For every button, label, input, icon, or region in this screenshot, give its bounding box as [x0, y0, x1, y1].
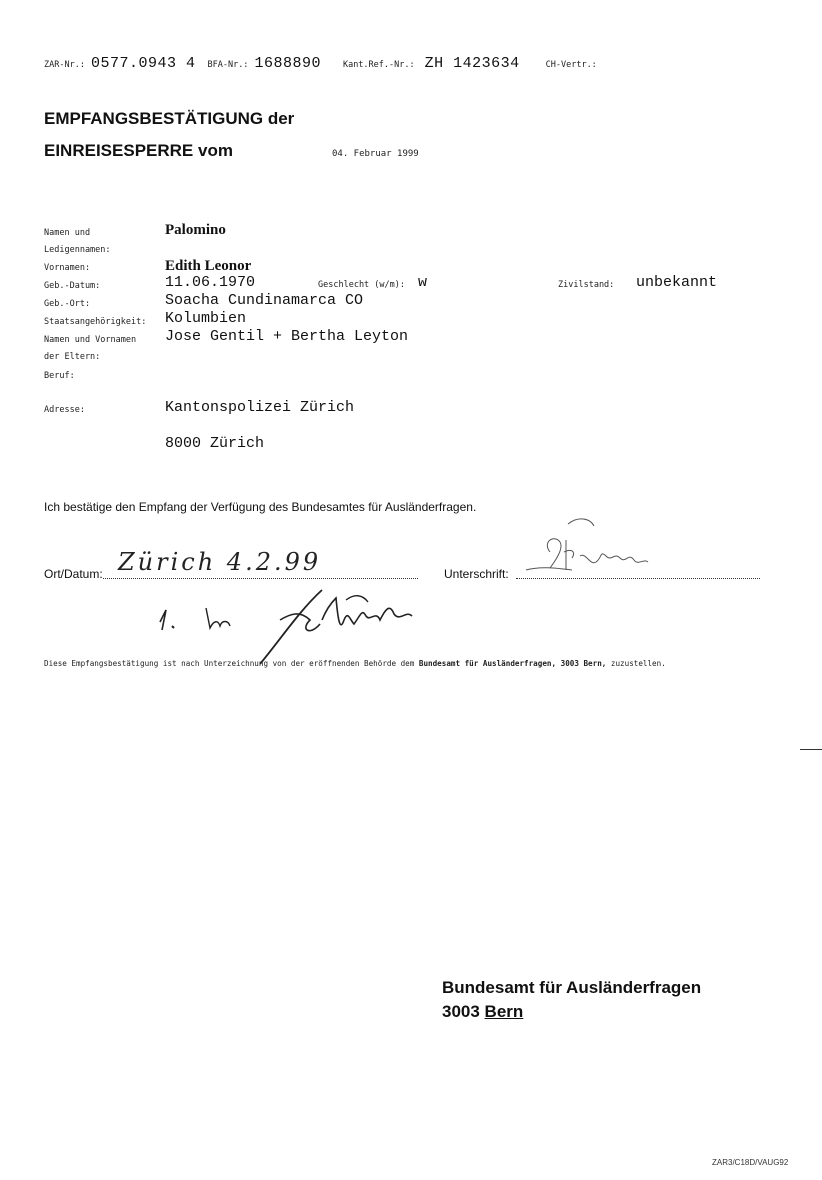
zar-label: ZAR-Nr.: [44, 60, 85, 70]
document-title-line2: EINREISESPERRE vom [44, 141, 233, 160]
geb-datum-value: 11.06.1970 [165, 274, 256, 291]
adresse-line1: Kantonspolizei Zürich [165, 399, 355, 416]
adresse-label: Adresse: [44, 405, 85, 415]
recipient-city: Bern [484, 1002, 524, 1021]
geb-ort-label: Geb.-Ort: [44, 299, 91, 309]
delivery-note [44, 659, 666, 668]
geb-ort-value: Soacha Cundinamarca CO [165, 292, 364, 309]
header-line [44, 54, 597, 72]
title-date: 04. Februar 1999 [332, 149, 419, 159]
kant-label: Kant.Ref.-Nr.: [342, 60, 415, 70]
ort-datum-handwritten: Zürich 4.2.99 [118, 548, 322, 576]
form-code: ZAR3/C18D/VAUG92 [712, 1158, 789, 1167]
namen-label: Namen und [44, 228, 91, 238]
recipient-postcode: 3003 [442, 1002, 485, 1021]
bfa-value: 1688890 [254, 55, 321, 72]
vornamen-label: Vornamen: [44, 263, 91, 273]
recipient-address-line1: Bundesamt für Ausländerfragen [442, 978, 702, 997]
adresse-line2: 8000 Zürich [165, 435, 265, 452]
ledigennamen-label: Ledigennamen: [44, 245, 111, 255]
staatsangehoerigkeit-value: Kolumbien [165, 310, 247, 327]
document-title-line1: EMPFANGSBESTÄTIGUNG der [44, 109, 295, 128]
ort-datum-line [103, 578, 418, 579]
delivery-note-part1: Diese Empfangsbestätigung ist nach Unterzeichnung von der eröffnenden Behörde dem [44, 659, 419, 668]
confirmation-text: Ich bestätige den Empfang der Verfügung des Bundesamtes für Ausländerfragen. [44, 500, 477, 514]
unterschrift-label: Unterschrift: [444, 567, 509, 581]
eltern-label-1: Namen und Vornamen [44, 335, 137, 345]
recipient-signature [520, 512, 670, 582]
kant-value: ZH 1423634 [424, 55, 520, 72]
geschlecht-value: w [418, 274, 428, 291]
geschlecht-label: Geschlecht (w/m): [318, 280, 405, 290]
delivery-note-part2: zuzustellen. [606, 659, 666, 668]
margin-mark [800, 749, 822, 750]
ort-datum-label: Ort/Datum: [44, 567, 103, 581]
recipient-address-line2 [442, 1002, 523, 1022]
zar-value: 0577.0943 4 [90, 55, 196, 72]
zivilstand-label: Zivilstand: [558, 280, 615, 290]
vornamen-value: Edith Leonor [165, 258, 252, 274]
beruf-label: Beruf: [44, 371, 75, 381]
delivery-note-bold: Bundesamt für Ausländerfragen, 3003 Bern, [418, 659, 607, 668]
geb-datum-label: Geb.-Datum: [44, 281, 101, 291]
eltern-value: Jose Gentil + Bertha Leyton [165, 328, 409, 345]
eltern-label-2: der Eltern: [44, 352, 101, 362]
zivilstand-value: unbekannt [636, 274, 718, 291]
bfa-label: BFA-Nr.: [207, 60, 249, 70]
staatsangehoerigkeit-label: Staatsangehörigkeit: [44, 317, 147, 327]
name-value: Palomino [165, 222, 226, 238]
ch-vertr-label: CH-Vertr.: [545, 60, 597, 70]
